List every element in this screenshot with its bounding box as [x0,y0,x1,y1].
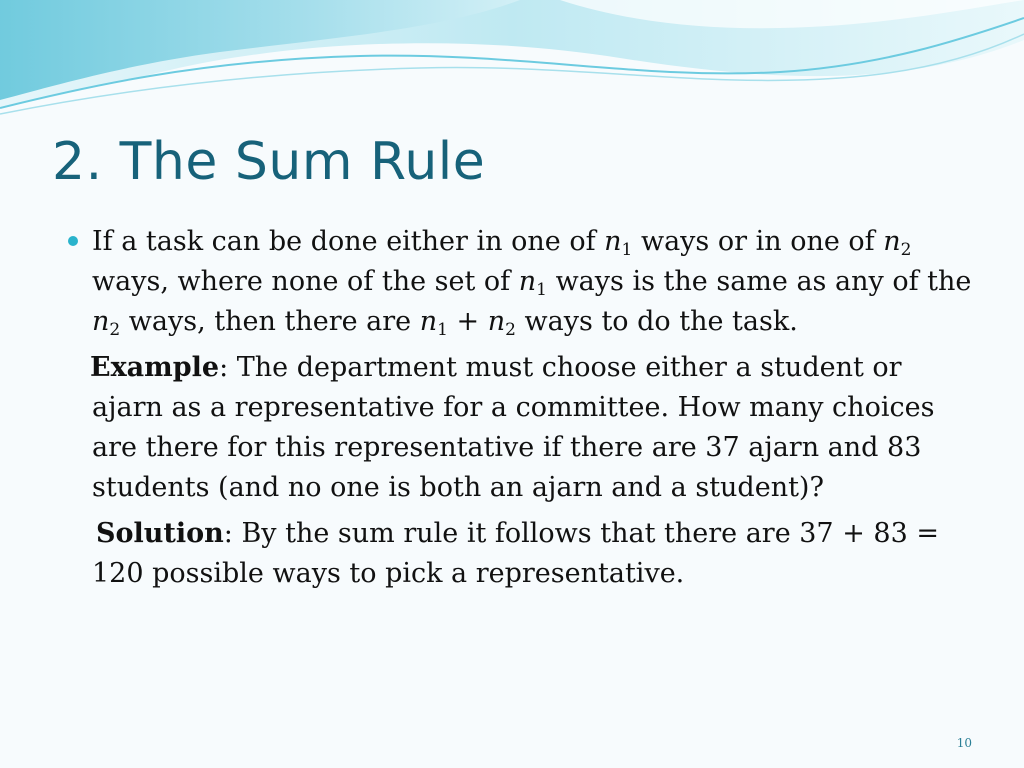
example-text: : The department must choose either a student or ajarn as a representative for a committee. How many choices are there for this representative if there are 37 ajarn and 83 students (and no one is both an ajarn and a student)? [92,352,935,503]
page-number: 10 [956,736,972,750]
header-wave-decoration [0,0,1024,130]
bullet-dot-icon [68,236,78,246]
rule-text: ways to do the task. [515,306,798,337]
sum-rule-bullet [64,222,974,342]
math-n1: $n_1$ [518,266,547,300]
math-n1: $n_1$ [419,306,448,340]
solution-paragraph [64,514,974,594]
rule-text: ways, then there are [120,306,420,337]
example-paragraph [64,348,974,508]
solution-label: Solution [96,518,224,549]
solution-text: : By the sum rule it follows that there are 37 + 83 = 120 possible ways to pick a representative. [92,518,939,589]
rule-text: ways, where none of the set of [92,266,519,297]
slide-title: 2. The Sum Rule [52,132,486,192]
rule-text: If a task can be done either in one of [92,226,605,257]
math-n2: $n_2$ [92,306,121,340]
rule-text: ways is the same as any of the [546,266,972,297]
math-n1: $n_1$ [604,226,633,260]
math-n2: $n_2$ [487,306,516,340]
slide-body [64,222,974,594]
math-plus: + [447,306,488,337]
math-n2: $n_2$ [883,226,912,260]
rule-text: ways or in one of [632,226,884,257]
example-label: Example [90,352,220,383]
